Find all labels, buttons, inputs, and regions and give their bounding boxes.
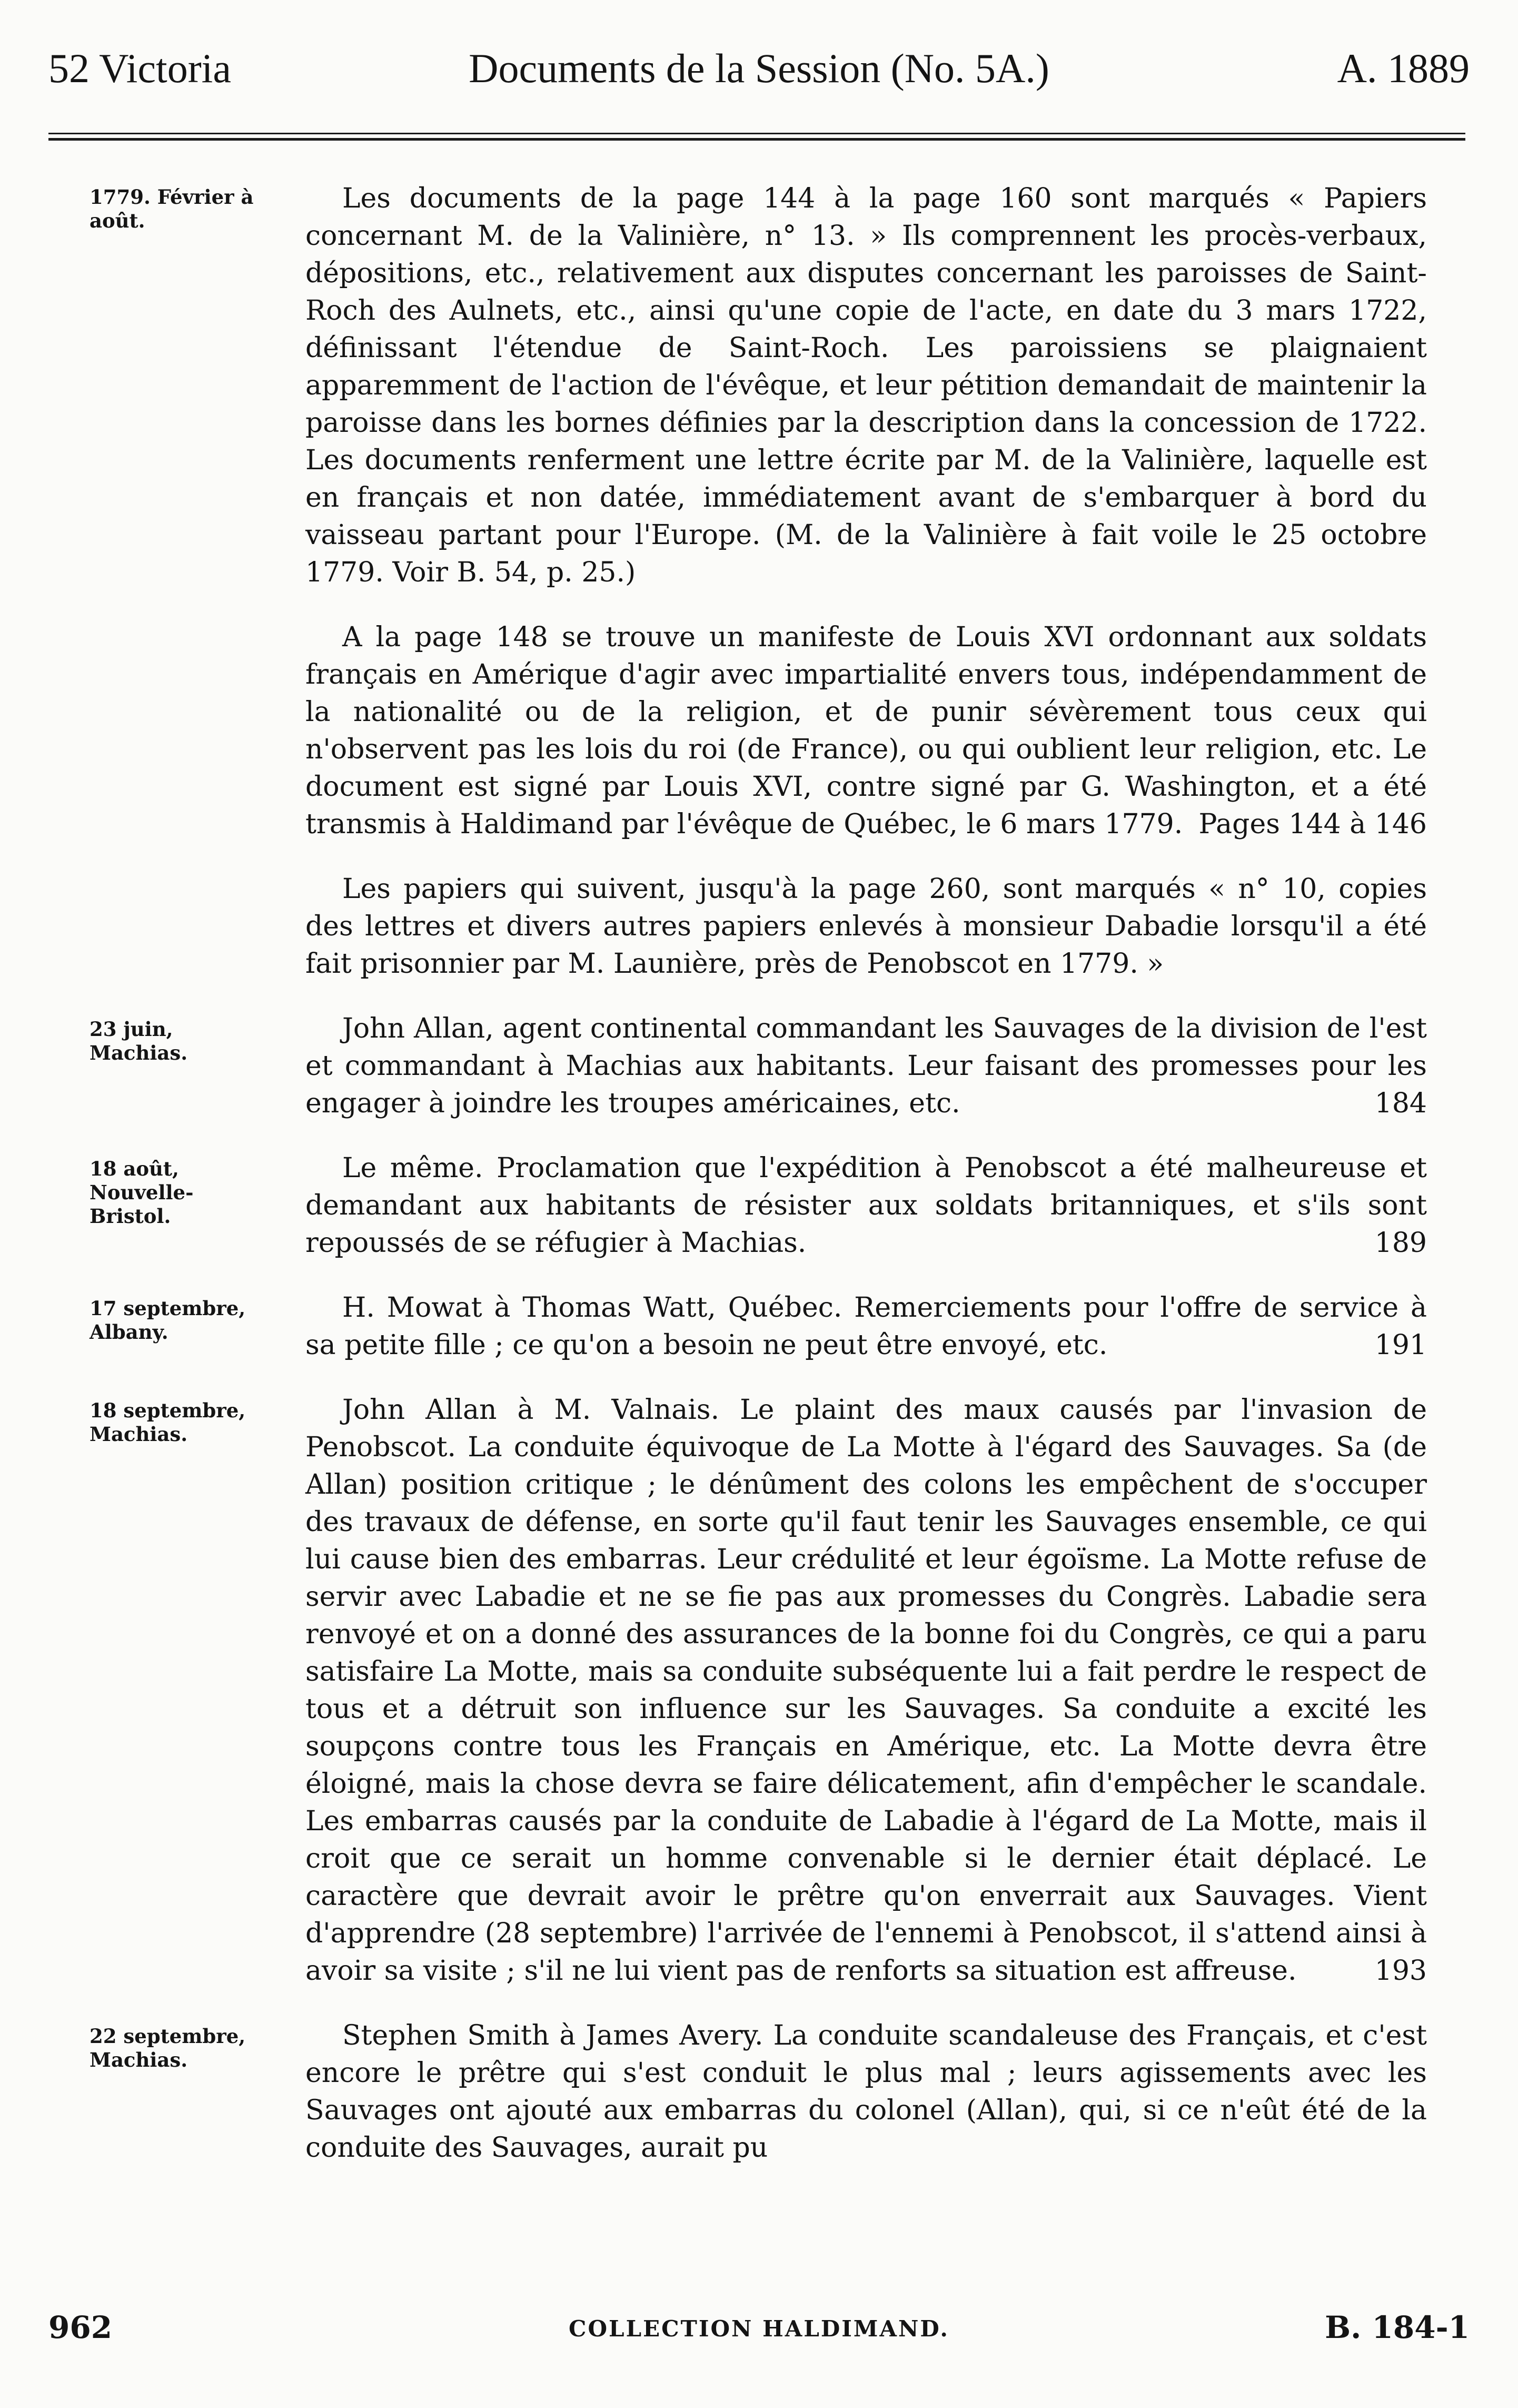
entry-5 [90,1150,1437,1262]
header-session: 52 Victoria [48,45,231,91]
footer-reference: B. 184-1 [1325,2310,1470,2345]
entry-date: 23 juin, Machias. [90,1018,188,1064]
entry-6 [90,1289,1437,1364]
entry-1 [90,180,1437,591]
header-title: Documents de la Session (No. 5A.) [469,45,1049,91]
header-year: A. 1889 [1337,45,1470,91]
footer-page-number: 962 [48,2310,113,2345]
entry-page-ref: 184 [1374,1088,1427,1119]
entry-body: John Allan, agent continental commandant les Sauvages de la division de l'est et commandant à Machias aux habitants. Leur faisant des promesses pour les engager à joindre les troupes américaines, etc. [305,1013,1427,1119]
entry-body: Les papiers qui suivent, jusqu'à la page 260, sont marqués « n° 10, copies des lettres et divers autres papiers enlevés à monsieur Dabadie lorsqu'il a été fait prisonnier par M. Launière, près de Penobscot en 1779. » [305,873,1427,980]
entry-text [305,619,1427,843]
entry-body: H. Mowat à Thomas Watt, Québec. Remerciements pour l'offre de service à sa petite fille ; ce qu'on a besoin ne peut être envoyé, etc. [305,1292,1427,1361]
entry-body: Le même. Proclamation que l'expédition à Penobscot a été malheureuse et demandant aux habitants de résister aux soldats britanniques, et s'ils sont repoussés de se réfugier à Machias. [305,1152,1427,1259]
entry-text [305,1289,1427,1364]
entry-7 [90,1391,1437,1990]
entry-text [305,1150,1427,1262]
entry-date: 1779. Février à août. [90,185,254,232]
document-body [90,149,1437,2194]
entry-date: 22 septembre, Machias. [90,2025,246,2071]
page-footer [48,2310,1470,2357]
entry-text [305,180,1427,591]
entry-date: 18 septembre, Machias. [90,1399,246,1446]
entry-text [305,1391,1427,1990]
entry-text [305,871,1427,983]
entry-2 [90,619,1437,843]
entry-text [305,1010,1427,1122]
entry-8 [90,2017,1437,2167]
entry-date: 17 septembre, Albany. [90,1297,246,1344]
entry-body: Stephen Smith à James Avery. La conduite scandaleuse des Français, et c'est encore le prêtre qui s'est conduit le plus mal ; leurs agissements avec les Sauvages ont ajouté aux embarras du colonel (Allan), qui, si ce n'eût été de la conduite des Sauvages, aurait pu [305,2020,1427,2164]
entry-text [305,2017,1427,2167]
entry-4 [90,1010,1437,1122]
entry-body: A la page 148 se trouve un manifeste de Louis XVI ordonnant aux soldats français en Amérique d'agir avec impartialité envers tous, indépendamment de la nationalité ou de la religion, et de punir sévèrement tous ceux qui n'observent pas les lois du roi (de France), ou qui oublient leur religion, etc. Le document est signé par Louis XVI, contre signé par G. Washington, et a été transmis à Haldimand par l'évêque de Québec, le 6 mars 1779. [305,621,1427,840]
footer-collection: COLLECTION HALDIMAND. [569,2316,949,2342]
entry-body: John Allan à M. Valnais. Le plaint des maux causés par l'invasion de Penobscot. La conduite équivoque de La Motte à l'égard des Sauvages. Sa (de Allan) position critique ; le dénûment des colons les empêchent de s'occuper des travaux de défense, en sorte qu'il faut tenir les Sauvages ensemble, ce qui lui cause bien des embarras. Leur crédulité et leur égoïsme. La Motte refuse de servir avec Labadie et ne se fie pas aux promesses du Congrès. Labadie sera renvoyé et on a donné des assurances de la bonne foi du Congrès, ce qui a paru satisfaire La Motte, mais sa conduite subséquente lui a fait perdre le respect de tous et a détruit son influence sur les Sauvages. Sa conduite a excité les soupçons contre tous les Français en Amérique, etc. La Motte devra être éloigné, mais la chose devra se faire délicatement, afin d'empêcher le scandale. Les embarras causés par la conduite de Labadie à l'égard de La Motte, mais il croit que ce serait un homme convenable si le dernier était déplacé. Le caractère que devrait avoir le prêtre qu'on enverrait aux Sauvages. Vient d'apprendre (28 septembre) l'arrivée de l'ennemi à Penobscot, il s'attend ainsi à avoir sa visite ; s'il ne lui vient pas de renforts sa situation est affreuse. [305,1394,1427,1987]
page-header [48,37,1470,100]
header-rule-thin [48,133,1465,134]
entry-page-ref: Pages 144 à 146 [1198,808,1427,840]
entry-page-ref: 189 [1374,1227,1427,1259]
entry-page-ref: 193 [1374,1955,1427,1987]
entry-date: 18 août, Nouvelle-Bristol. [90,1157,194,1228]
header-rule-thick [48,138,1465,141]
entry-3 [90,871,1437,983]
entry-body: Les documents de la page 144 à la page 160 sont marqués « Papiers concernant M. de la Valinière, n° 13. » Ils comprennent les procès-verbaux, dépositions, etc., relativement aux disputes concernant les paroisses de Saint-Roch des Aulnets, etc., ainsi qu'une copie de l'acte, en date du 3 mars 1722, définissant l'étendue de Saint-Roch. Les paroissiens se plaignaient apparemment de l'action de l'évêque, et leur pétition demandait de maintenir la paroisse dans les bornes définies par la description dans la concession de 1722. Les documents renferment une lettre écrite par M. de la Valinière, laquelle est en français et non datée, immédiatement avant de s'embarquer à bord du vaisseau partant pour l'Europe. (M. de la Valinière à fait voile le 25 octobre 1779. Voir B. 54, p. 25.) [305,183,1427,588]
entry-page-ref: 191 [1374,1329,1427,1361]
